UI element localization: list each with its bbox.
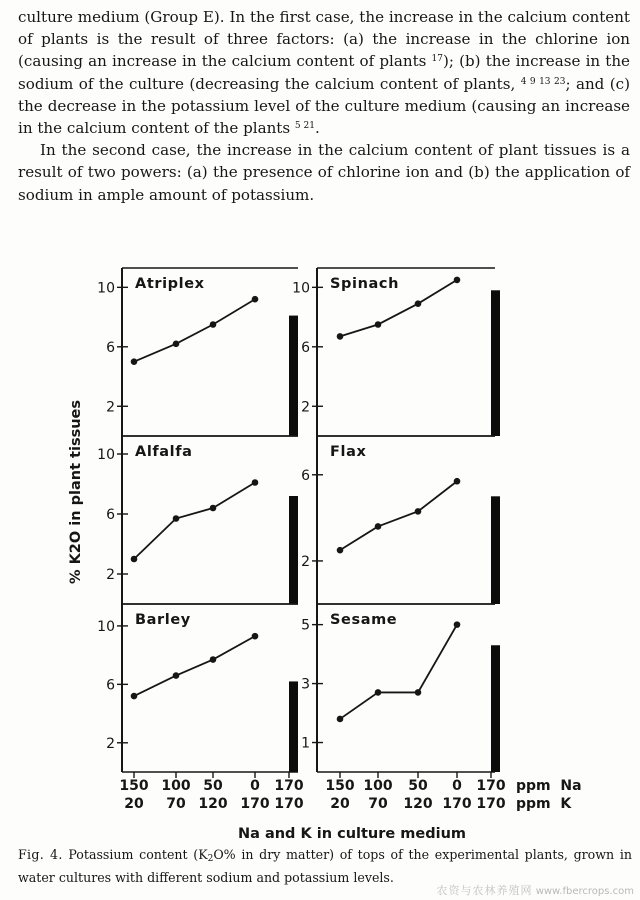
watermark-url: www.fbercrops.com xyxy=(535,886,634,897)
flax-title: Flax xyxy=(330,444,367,460)
na-tick-label: 170 xyxy=(476,778,506,794)
spinach-point-2 xyxy=(375,321,382,328)
na-tick-label: 50 xyxy=(203,778,223,794)
barley-point-4 xyxy=(252,633,259,640)
reference-17: 17 xyxy=(431,54,443,65)
sesame-ytick-label-5: 5 xyxy=(301,617,310,634)
k-tick-label: 70 xyxy=(166,796,186,812)
caption-label: Fig. 4. xyxy=(18,847,63,862)
barley-ytick-label-6: 6 xyxy=(106,677,115,694)
alfalfa-point-3 xyxy=(210,505,217,512)
sesame-ytick-label-3: 3 xyxy=(301,676,310,693)
caption-subscript: 2 xyxy=(207,854,214,864)
barley-series-line xyxy=(134,636,255,696)
k-tick-label: 170 xyxy=(476,796,506,812)
sesame-title: Sesame xyxy=(330,612,398,628)
flax-point-1 xyxy=(337,547,344,554)
body-text xyxy=(18,6,630,206)
watermark xyxy=(437,882,635,898)
sesame-series-line xyxy=(340,625,457,719)
k-tick-label: 70 xyxy=(368,796,388,812)
x-tick-labels xyxy=(119,772,505,812)
k-tick-label: 120 xyxy=(198,796,228,812)
sesame-bar xyxy=(491,645,500,772)
sesame-point-1 xyxy=(337,716,344,723)
barley-ytick-label-2: 2 xyxy=(106,735,115,752)
paragraph-1 xyxy=(18,6,630,139)
p1-segment-2: ); (b) the increase in the sodium of the culture (decreasing the calcium content of plants, xyxy=(18,52,630,93)
sesame-ytick-label-1: 1 xyxy=(301,735,310,752)
flax-point-3 xyxy=(415,508,422,515)
alfalfa-point-1 xyxy=(131,556,138,563)
atriplex-ytick-label-10: 10 xyxy=(97,280,115,297)
na-tick-label: 150 xyxy=(325,778,355,794)
flax-point-4 xyxy=(454,478,461,485)
k-tick-label: 120 xyxy=(403,796,433,812)
barley-point-1 xyxy=(131,693,138,700)
na-tick-label: 100 xyxy=(161,778,191,794)
na-tick-label: 100 xyxy=(363,778,393,794)
paragraph-2: In the second case, the increase in the calcium content of plant tissues is a result of two powers: (a) the presence of chlorine ion and (b) the application of sodium in ample amount of potassium. xyxy=(18,141,630,204)
atriplex-point-3 xyxy=(210,321,217,328)
potassium-figure xyxy=(0,250,640,846)
spinach-ytick-label-10: 10 xyxy=(292,280,310,297)
barley-bar xyxy=(289,681,298,772)
flax-bar xyxy=(491,496,500,604)
barley-point-2 xyxy=(173,672,180,679)
atriplex-ytick-label-6: 6 xyxy=(106,339,115,356)
atriplex-point-2 xyxy=(173,341,180,348)
atriplex-bar xyxy=(289,316,298,436)
x-axis-label: Na and K in culture medium xyxy=(237,826,467,842)
spinach-point-4 xyxy=(454,277,461,284)
spinach-ytick-label-6: 6 xyxy=(301,339,310,356)
alfalfa-point-4 xyxy=(252,479,259,486)
spinach-bar xyxy=(491,290,500,436)
y-axis-label: % K2O in plant tissues xyxy=(68,399,84,585)
atriplex-ytick-label-2: 2 xyxy=(106,399,115,416)
alfalfa-point-2 xyxy=(173,515,180,522)
sesame-point-4 xyxy=(454,621,461,628)
alfalfa-series-line xyxy=(134,483,255,560)
sesame-point-3 xyxy=(415,689,422,696)
sesame-point-2 xyxy=(375,689,382,696)
k-tick-label: 170 xyxy=(240,796,270,812)
flax-ytick-label-6: 6 xyxy=(301,467,310,484)
na-tick-label: 50 xyxy=(408,778,428,794)
spinach-point-3 xyxy=(415,300,422,307)
reference-5-21: 5 21 xyxy=(294,121,315,132)
caption-text-a: Potassium content (K xyxy=(62,847,208,862)
na-tick-label: 0 xyxy=(452,778,462,794)
atriplex-point-1 xyxy=(131,358,138,365)
alfalfa-ytick-label-2: 2 xyxy=(106,567,115,583)
flax-point-2 xyxy=(375,523,382,530)
p1-segment-4: . xyxy=(314,119,320,138)
atriplex-point-4 xyxy=(252,296,259,303)
atriplex-series-line xyxy=(134,299,255,361)
k-tick-label: 20 xyxy=(330,796,350,812)
chart-panels xyxy=(97,268,500,772)
flax-series-line xyxy=(340,481,457,550)
p1-segment-3: ; and (c) the decrease in the potassium level of the culture medium (causing an increase in the calcium content of the plants xyxy=(18,74,630,138)
alfalfa-bar xyxy=(289,496,298,604)
na-tick-label: 170 xyxy=(274,778,304,794)
alfalfa-title: Alfalfa xyxy=(135,444,193,460)
figure-caption xyxy=(18,846,632,887)
reference-4-9-13-23: 4 9 13 23 xyxy=(520,76,566,87)
k-tick-label: 170 xyxy=(442,796,472,812)
spinach-point-1 xyxy=(337,333,344,340)
watermark-zh: 农资与农林养殖网 xyxy=(436,884,533,897)
atriplex-title: Atriplex xyxy=(135,276,205,292)
na-tick-label: 0 xyxy=(250,778,260,794)
k-unit-label: ppm K xyxy=(516,796,572,812)
spinach-title: Spinach xyxy=(330,276,400,292)
k-tick-label: 170 xyxy=(274,796,304,812)
caption-text-b: O% in dry matter) of tops of the experimental plants, grown in water cultures with different sodium and potassium levels. xyxy=(18,847,632,885)
barley-title: Barley xyxy=(135,612,191,628)
na-tick-label: 150 xyxy=(119,778,149,794)
barley-point-3 xyxy=(210,656,217,663)
spinach-ytick-label-2: 2 xyxy=(301,399,310,416)
alfalfa-ytick-label-10: 10 xyxy=(97,447,115,463)
na-unit-label: ppm Na xyxy=(516,778,582,794)
alfalfa-ytick-label-6: 6 xyxy=(106,507,115,523)
flax-ytick-label-2: 2 xyxy=(301,553,310,570)
k-tick-label: 20 xyxy=(124,796,144,812)
barley-ytick-label-10: 10 xyxy=(97,618,115,635)
p1-segment-1: culture medium (Group E). In the first case, the increase in the calcium content of plants is the result of three factors: (a) the increase in the chlorine ion (causing an increase in the calcium content of plants xyxy=(18,8,630,71)
